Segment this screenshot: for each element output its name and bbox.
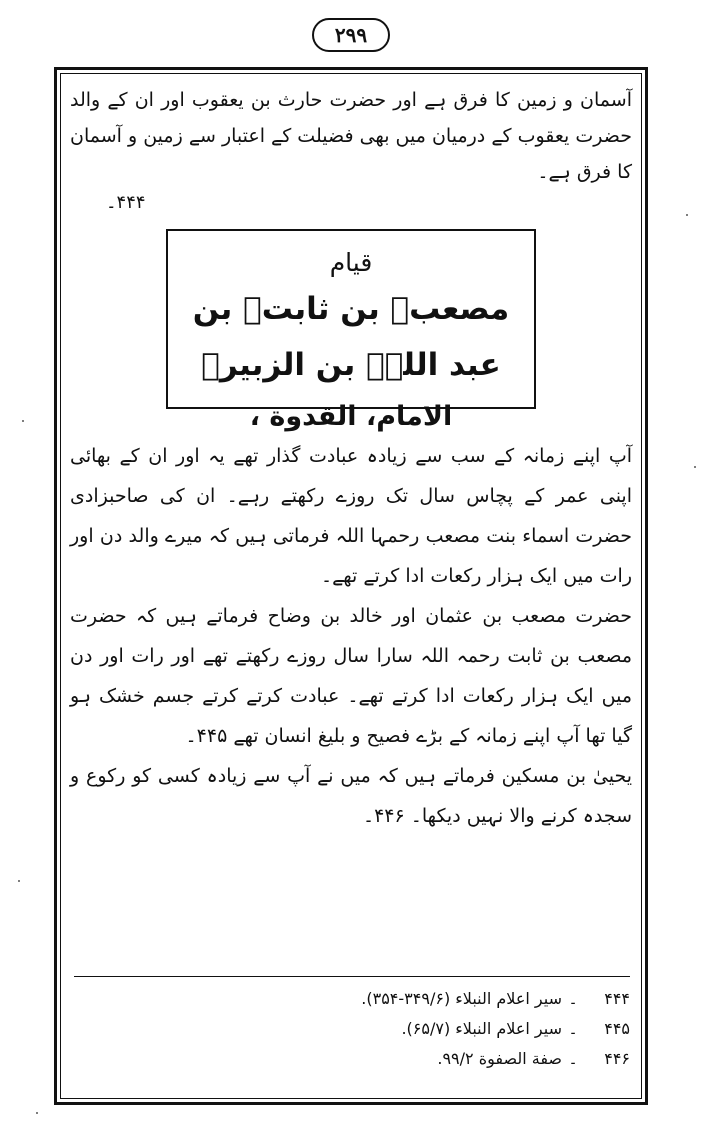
scan-speck bbox=[18, 880, 20, 882]
footnote-item bbox=[200, 1044, 630, 1074]
body-paragraph-3: یحییٰ بن مسکین فرماتے ہیں کہ میں نے آپ سے زیادہ کسی کو رکوع و سجدہ کرنے والا نہیں دیکھا۔ ۴۴۶۔ bbox=[70, 765, 632, 827]
page-number: ۲۹۹ bbox=[312, 18, 390, 52]
scan-speck bbox=[686, 214, 688, 216]
intro-section bbox=[70, 82, 632, 216]
footnote-number: ۴۴۵ bbox=[604, 1019, 630, 1038]
footnote-text: صفة الصفوة ۹۹/۲. bbox=[437, 1049, 562, 1068]
body-paragraph-2: حضرت مصعب بن عثمان اور خالد بن وضاح فرماتے ہیں کہ حضرت مصعب بن ثابت رحمہ اللہ سارا سال روزے رکھتے تھے اور رات اور دن میں ایک ہزار رکعات ادا کرتے تھے۔ عبادت کرتے کرتے جسم خشک ہو گیا تھا آپ اپنے زمانہ کے بڑے فصیح و بلیغ انسان تھے ۴۴۵۔ bbox=[70, 605, 632, 747]
intro-paragraph: آسمان و زمین کا فرق ہے اور حضرت حارث بن یعقوب اور ان کے والد حضرت یعقوب کے درمیان میں بھی فضیلت کے اعتبار سے زمین و آسمان کا فرق ہے۔ bbox=[70, 89, 632, 183]
footnote-text: سیر اعلام النبلاء (۶۵/۷). bbox=[401, 1019, 562, 1038]
footnote-dash: ۔ bbox=[568, 1019, 578, 1038]
footnote-text: سیر اعلام النبلاء (۳۴۹/۶-۳۵۴). bbox=[361, 989, 562, 1008]
footnote-item bbox=[200, 1014, 630, 1044]
footnote-divider bbox=[74, 976, 630, 977]
footnote-dash: ۔ bbox=[568, 1049, 578, 1068]
title-epithet: الامام، القدوة ، bbox=[249, 401, 453, 432]
footnote-number: ۴۴۶ bbox=[604, 1049, 630, 1068]
scan-speck bbox=[694, 466, 696, 468]
body-section bbox=[70, 436, 632, 836]
title-box bbox=[166, 229, 536, 432]
scan-speck bbox=[22, 420, 24, 422]
title-name: مصعبؒ بن ثابتؒ بن عبد اللہؓ بن الزبیرؓ bbox=[192, 291, 510, 383]
footnotes bbox=[200, 984, 630, 1074]
intro-reference: ۴۴۴۔ bbox=[106, 192, 146, 213]
body-paragraph-1: آپ اپنے زمانہ کے سب سے زیادہ عبادت گذار تھے یہ اور ان کے بھائی اپنی عمر کے پچاس سال تک روزے رکھتے رہے۔ ان کی صاحبزادی حضرت اسماء بنت مصعب رحمہا اللہ فرماتی ہیں کہ میرے والد دن اور رات میں ایک ہزار رکعات ادا کرتے تھے۔ bbox=[70, 445, 632, 587]
footnote-dash: ۔ bbox=[568, 989, 578, 1008]
footnote-number: ۴۴۴ bbox=[604, 989, 630, 1008]
footnote-item bbox=[200, 984, 630, 1014]
scan-speck bbox=[36, 1112, 38, 1114]
title-heading: قیام bbox=[329, 248, 373, 277]
